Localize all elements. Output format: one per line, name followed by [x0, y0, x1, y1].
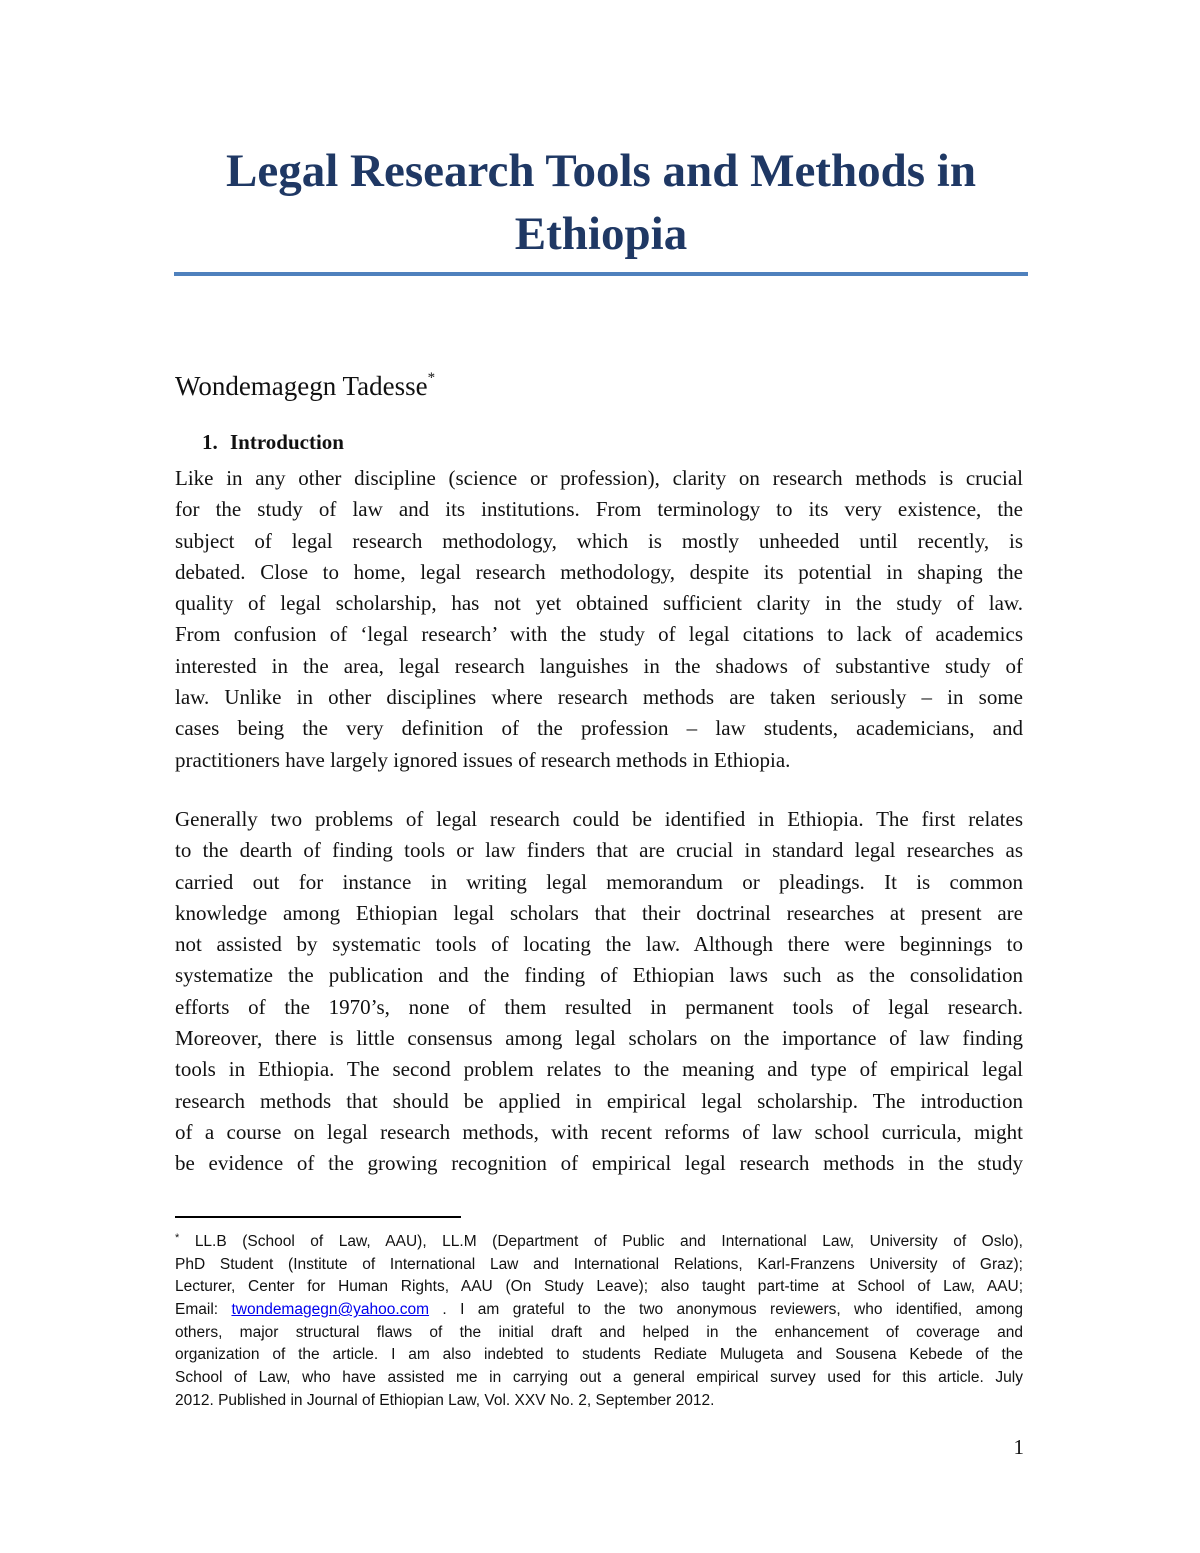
paragraph-line: Moreover, there is little consensus among legal scholars on the importance of law finding: [175, 1026, 1023, 1051]
paragraph-line: for the study of law and its institutions. From terminology to its very existence, the: [175, 497, 1023, 522]
footnote-text: LL.B (School of Law, AAU), LL.M (Department of Public and International Law, University of Oslo),: [194, 1233, 1023, 1250]
author-name: [175, 366, 435, 406]
section-title: Introduction: [230, 430, 344, 454]
paragraph-line: Generally two problems of legal research could be identified in Ethiopia. The first relates: [175, 807, 1023, 831]
paragraph-line: quality of legal scholarship, has not yet obtained sufficient clarity in the study of law.: [175, 591, 1023, 616]
paragraph-1: [175, 463, 1023, 776]
paragraph-line: From confusion of ‘legal research’ with the study of legal citations to lack of academics: [175, 622, 1023, 647]
paragraph-line: of a course on legal research methods, with recent reforms of law school curricula, might: [175, 1119, 1023, 1144]
paragraph-line: be evidence of the growing recognition of empirical legal research methods in the study: [175, 1151, 1023, 1176]
paragraph-line: cases being the very definition of the profession – law students, academicians, and: [175, 716, 1023, 741]
section-number: 1.: [202, 430, 218, 454]
footnote-line: organization of the article. I am also indebted to students Rediate Mulugeta and Sousena Kebede of the: [175, 1346, 1023, 1364]
paragraph-line: not assisted by systematic tools of locating the law. Although there were beginnings to: [175, 932, 1023, 957]
email-link[interactable]: twondemagegn@yahoo.com: [231, 1301, 430, 1319]
paragraph-line: Like in any other discipline (science or profession), clarity on research methods is crucial: [175, 466, 1023, 490]
footnote-line: others, major structural flaws of the initial draft and helped in the enhancement of coverage and: [175, 1323, 1023, 1341]
section-heading: [202, 427, 344, 457]
paragraph-line: carried out for instance in writing legal memorandum or pleadings. It is common: [175, 869, 1023, 894]
document-title: Legal Research Tools and Methods in Ethiopia: [226, 145, 976, 260]
paragraph-line: to the dearth of finding tools or law finders that are crucial in standard legal researches as: [175, 838, 1023, 863]
paragraph-line: subject of legal research methodology, which is mostly unheeded until recently, is: [175, 528, 1023, 553]
paragraph-line: systematize the publication and the finding of Ethiopian laws such as the consolidation: [175, 963, 1023, 988]
footnote-separator: [175, 1216, 461, 1218]
paragraph-2: [175, 804, 1023, 1180]
page-number: 1: [1013, 1435, 1024, 1459]
paragraph-line: law. Unlike in other disciplines where research methods are taken seriously – in some: [175, 685, 1023, 710]
author-footnote-mark[interactable]: *: [427, 370, 436, 386]
paragraph-line: debated. Close to home, legal research methodology, despite its potential in shaping the: [175, 559, 1023, 584]
author-name-text: Wondemagegn Tadesse: [175, 371, 428, 401]
footnote-line: 2012. Published in Journal of Ethiopian Law, Vol. XXV No. 2, September 2012.: [175, 1391, 715, 1409]
footnote-line: School of Law, who have assisted me in carrying out a general empirical survey used for this article. July: [175, 1369, 1023, 1387]
footnote-line: PhD Student (Institute of International Law and International Relations, Karl-Franzens University of Graz);: [175, 1255, 1023, 1273]
title-underline: [174, 272, 1028, 276]
paragraph-line: research methods that should be applied in empirical legal scholarship. The introduction: [175, 1088, 1023, 1113]
paragraph-line: tools in Ethiopia. The second problem relates to the meaning and type of empirical legal: [175, 1057, 1023, 1082]
paragraph-line: practitioners have largely ignored issues of research methods in Ethiopia.: [175, 747, 791, 772]
footnote-line: [175, 1299, 1023, 1322]
footnote: [175, 1231, 1023, 1413]
email-label: Email:: [175, 1301, 232, 1319]
footnote-mark: *: [175, 1232, 180, 1244]
paragraph-line: knowledge among Ethiopian legal scholars that their doctrinal researches at present are: [175, 900, 1023, 925]
paragraph-line: efforts of the 1970’s, none of them resulted in permanent tools of legal research.: [175, 994, 1023, 1019]
footnote-line: [175, 1231, 1023, 1254]
footnote-text: . I am grateful to the two anonymous reviewers, who identified, among: [429, 1301, 1023, 1319]
footnote-line: Lecturer, Center for Human Rights, AAU (On Study Leave); also taught part-time at School of Law, AAU;: [175, 1278, 1023, 1296]
paragraph-line: interested in the area, legal research languishes in the shadows of substantive study of: [175, 653, 1023, 678]
